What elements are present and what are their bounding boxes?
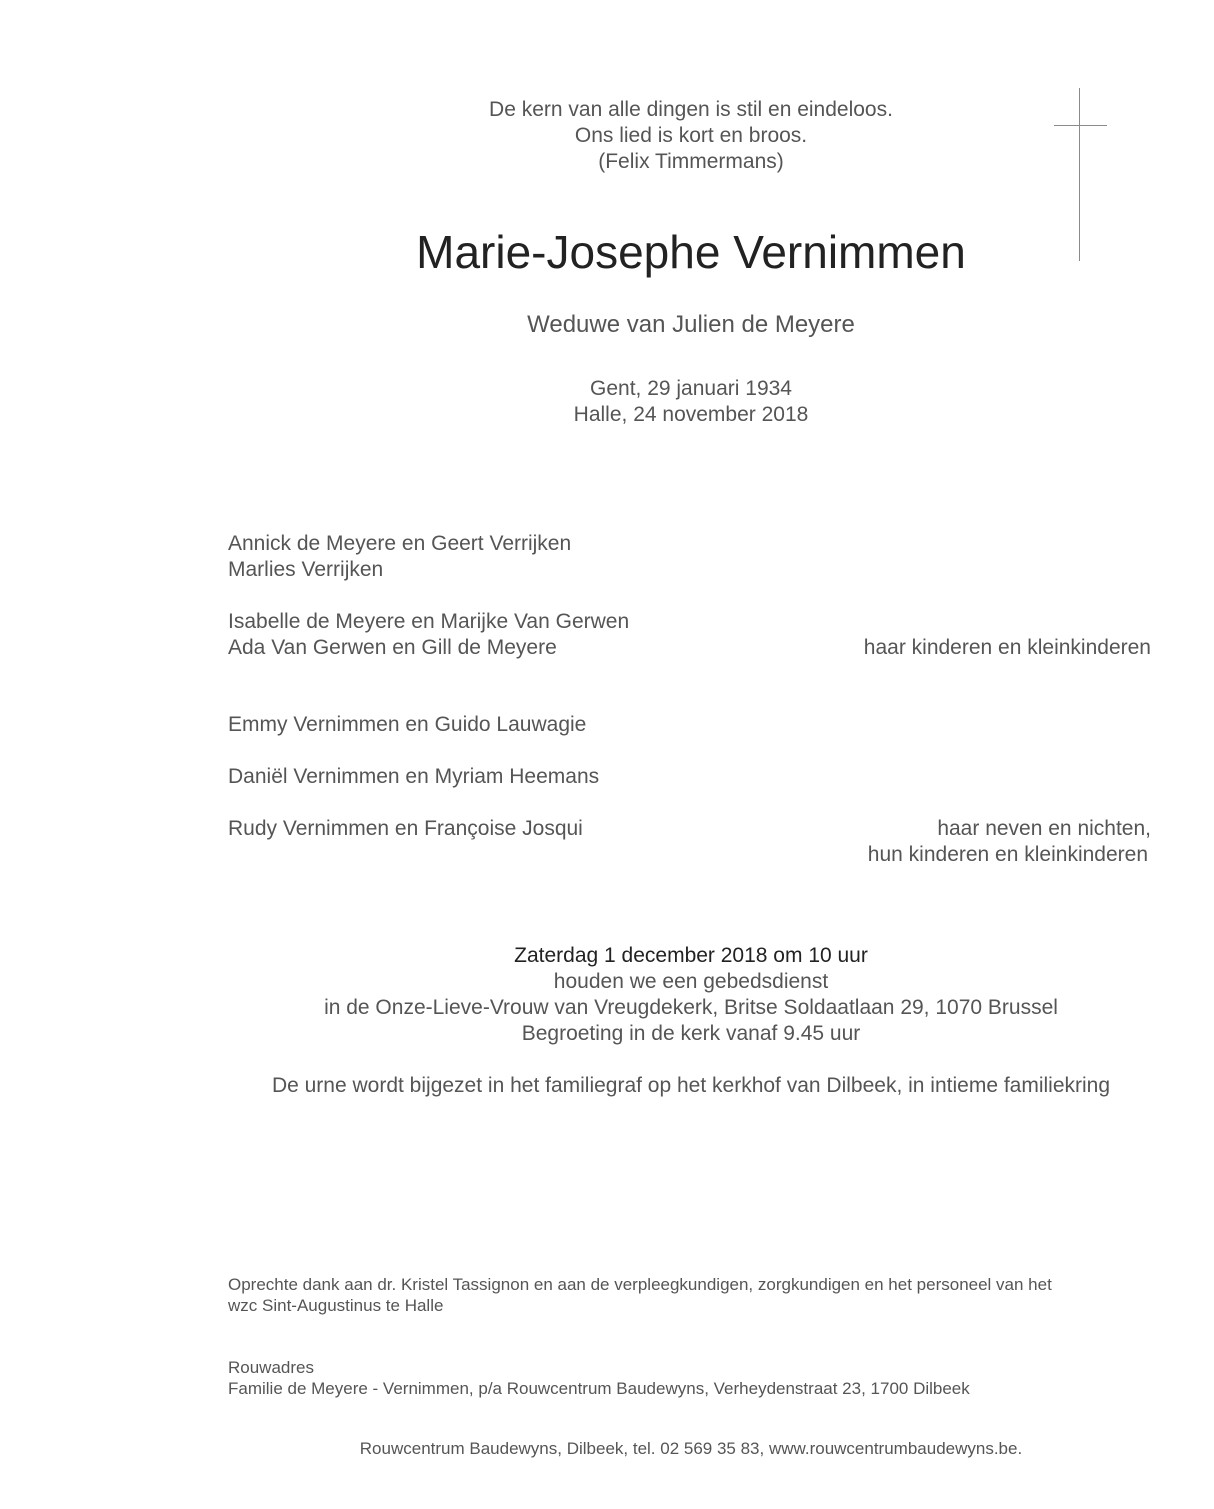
family-name: Ada Van Gerwen en Gill de Meyere [228,636,557,659]
thanks-line: Oprechte dank aan dr. Kristel Tassignon en aan de verpleegkundigen, zorgkundigen en het personeel van het [228,1275,1052,1294]
address-label: Rouwadres [228,1358,314,1377]
service-location: in de Onze-Lieve-Vrouw van Vreugdekerk, Britse Soldaatlaan 29, 1070 Brussel [324,996,1058,1019]
family-relation: haar neven en nichten, [937,817,1151,840]
service-info [0,943,1214,1047]
quote-line: Ons lied is kort en broos. [574,124,808,147]
quote [0,97,1214,175]
thanks [228,1274,1052,1316]
quote-line: De kern van alle dingen is stil en eindeloos. [489,98,893,121]
deceased-name: Marie-Josephe Vernimmen [416,226,966,278]
family-name: Daniël Vernimmen en Myriam Heemans [228,765,600,788]
death-date: Halle, 24 november 2018 [573,403,809,426]
mourning-address [228,1357,970,1399]
family-name: Marlies Verrijken [228,558,384,581]
service-description: houden we een gebedsdienst [553,970,829,993]
thanks-line: wzc Sint-Augustinus te Halle [228,1296,444,1315]
service-greeting: Begroeting in de kerk vanaf 9.45 uur [521,1022,861,1045]
quote-author: (Felix Timmermans) [598,150,784,173]
dates [0,376,1214,428]
widow-of: Weduwe van Julien de Meyere [527,311,855,338]
footer: Rouwcentrum Baudewyns, Dilbeek, tel. 02 569 35 83, www.rouwcentrumbaudewyns.be. [359,1439,1023,1458]
family-relation: hun kinderen en kleinkinderen [867,843,1148,866]
family-name: Emmy Vernimmen en Guido Lauwagie [228,713,587,736]
address-value: Familie de Meyere - Vernimmen, p/a Rouwcentrum Baudewyns, Verheydenstraat 23, 1700 Dilbeek [228,1379,970,1398]
urn-info: De urne wordt bijgezet in het familiegraf op het kerkhof van Dilbeek, in intieme familiekring [271,1074,1111,1097]
family-relation: haar kinderen en kleinkinderen [863,636,1151,659]
birth-date: Gent, 29 januari 1934 [590,377,792,400]
service-date: Zaterdag 1 december 2018 om 10 uur [514,944,868,967]
family-name: Annick de Meyere en Geert Verrijken [228,532,572,555]
family-name: Rudy Vernimmen en Françoise Josqui [228,817,583,840]
family-name: Isabelle de Meyere en Marijke Van Gerwen [228,610,630,633]
